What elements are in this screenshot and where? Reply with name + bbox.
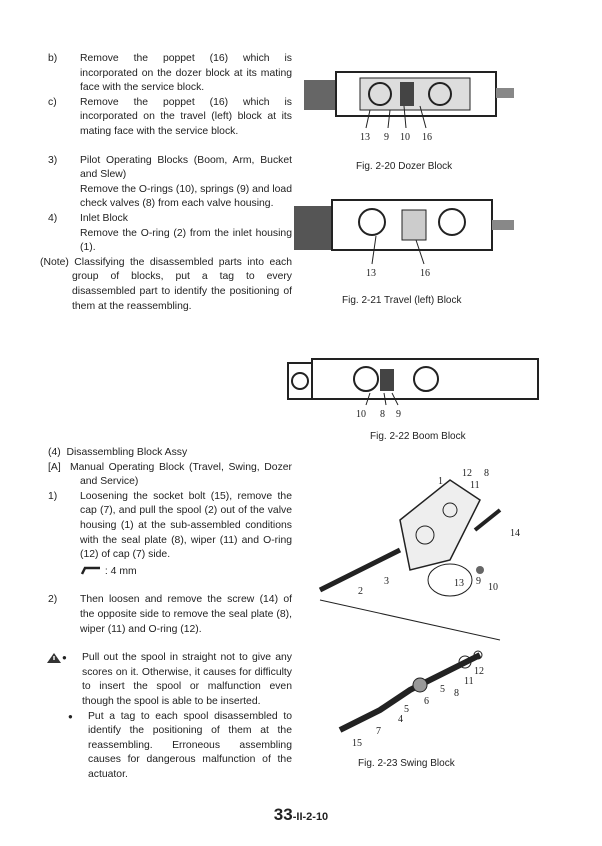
callout: 13 [454, 578, 464, 589]
callout: 8 [454, 688, 459, 699]
callout: 10 [488, 582, 498, 593]
page-number-sub: -II-2-10 [292, 811, 329, 823]
callout: 6 [424, 696, 429, 707]
callout: 13 [360, 132, 370, 143]
callout: 9 [384, 132, 389, 143]
step-number: b) [48, 53, 58, 64]
callout: 15 [352, 738, 362, 749]
upper-text [40, 52, 292, 314]
step-2 [48, 593, 292, 637]
callout: 12 [474, 666, 484, 677]
subsection-heading: [A] Manual Operating Block (Travel, Swing, Dozer and Service) [48, 461, 295, 488]
hex-wrench-icon [80, 566, 102, 576]
page-number-main: 33 [273, 805, 293, 824]
step-number: 1) [48, 490, 58, 502]
warning-icon [46, 652, 62, 664]
callout: 8 [484, 468, 489, 479]
figure-dozer-block [300, 66, 530, 156]
callout: 5 [404, 704, 409, 715]
note: (Note) Classifying the disassembled parts into each group of blocks, put a tag to every disassembled part to identify the positioning of them at the reassembling. [40, 256, 292, 312]
step-text: Remove the O-ring (2) from the inlet housing (1). [80, 227, 292, 254]
callout: 1 [438, 476, 443, 487]
figure-caption: Fig. 2-22 Boom Block [370, 431, 466, 442]
callout: 16 [420, 268, 430, 279]
tool-spec [80, 565, 292, 580]
step-c [48, 96, 292, 140]
tool-size: : 4 mm [104, 565, 137, 577]
step-number: 4) [48, 212, 58, 224]
step-number: 3) [48, 154, 58, 166]
callout: 12 [462, 468, 472, 479]
callout: 11 [470, 480, 480, 491]
figure-caption: Fig. 2-23 Swing Block [358, 758, 455, 769]
step-text: Remove the poppet (16) which is incorporated on the travel (left) block at its mating face with the service block. [80, 96, 292, 137]
callout: 9 [396, 409, 401, 420]
callout: 3 [384, 576, 389, 587]
callout: 10 [400, 132, 410, 143]
figure-travel-left-block [292, 192, 522, 292]
step-3 [48, 154, 292, 212]
section-heading: (4) Disassembling Block Assy [48, 447, 188, 458]
caution-item: ● Put a tag to each spool disassembled to identify the positioning of them at the reassembling. Erroneous assembling causes for dangerous malfunction of the actuator. [68, 710, 292, 783]
callout: 8 [380, 409, 385, 420]
callout: 9 [476, 576, 481, 587]
step-text: Loosening the socket bolt (15), remove the cap (7), and pull the spool (2) out of the valve housing (1) at the sub-assembled conditions with the seal plate (8), wiper (11) and O-ring (12) of cap (7) side. [80, 490, 292, 561]
figure-boom-block [286, 355, 546, 425]
caution-block [48, 651, 292, 782]
step-4 [48, 212, 292, 256]
callout: 7 [376, 726, 381, 737]
caution-item: ● Pull out the spool in straight not to give any scores on it. Otherwise, it causes for difficulty to insert the spool or malfunction even though the spool is able to be inserted. [62, 651, 292, 709]
callout: 10 [356, 409, 366, 420]
callout: 2 [358, 586, 363, 597]
step-title: Inlet Block [80, 212, 128, 224]
step-number: c) [48, 96, 57, 108]
figure-swing-block [300, 440, 530, 760]
figure-caption: Fig. 2-21 Travel (left) Block [342, 295, 462, 306]
callout: 11 [464, 676, 474, 687]
step-title: Pilot Operating Blocks (Boom, Arm, Bucket and Slew) [80, 154, 292, 181]
step-1 [48, 490, 292, 580]
figure-caption: Fig. 2-20 Dozer Block [356, 161, 453, 172]
callout: 16 [422, 132, 432, 143]
lower-text [48, 446, 295, 782]
step-text: Remove the poppet (16) which is incorporated on the dozer block at its mating face with the service block. [80, 53, 292, 94]
callout: 13 [366, 268, 376, 279]
step-text: Remove the O-rings (10), springs (9) and load check valves (8) from each valve housing. [80, 183, 292, 210]
callout: 5 [440, 684, 445, 695]
step-number: 2) [48, 594, 58, 606]
callout: 4 [398, 714, 403, 725]
step-b [48, 52, 292, 96]
step-text: Then loosen and remove the screw (14) of the opposite side to remove the seal plate (8), wiper (11) and O-ring (12). [80, 594, 292, 635]
page-number [0, 805, 602, 825]
callout: 14 [510, 528, 520, 539]
